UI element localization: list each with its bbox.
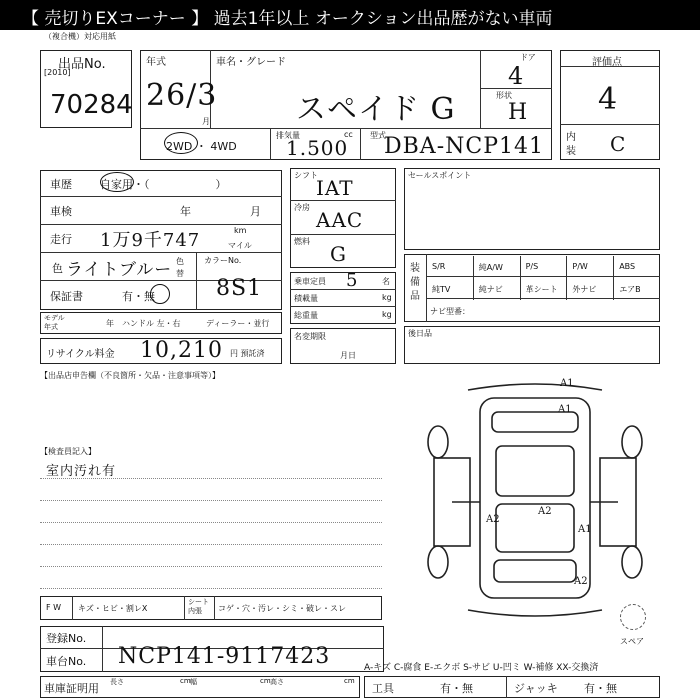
damage-mark-1: A1 xyxy=(560,378,574,389)
declaration-label: 【出品店申告欄（不良箇所・欠品・注意事項等）】 xyxy=(40,371,220,380)
color-sub-1: 色 xyxy=(176,257,184,266)
mileage-value: 1万9千747 xyxy=(100,230,201,251)
score-label: 評価点 xyxy=(592,57,622,68)
auction-banner xyxy=(0,0,700,30)
damage-mark-3: A2 xyxy=(538,506,552,517)
model-year-unit: 年 xyxy=(106,319,114,328)
fuel-value: G xyxy=(330,242,347,266)
model-label-1: モデル xyxy=(44,314,65,322)
navi-model-label: ナビ型番： xyxy=(430,307,470,316)
name-change-label: 名変期限 xyxy=(294,332,326,341)
inspection-month-unit: 月 xyxy=(250,205,261,218)
shift-value: IAT xyxy=(316,176,354,200)
inspector-note: 室内汚れ有 xyxy=(46,464,117,479)
drive-2wd-circle xyxy=(164,132,198,154)
damage-mark-4: A1 xyxy=(578,524,592,535)
displacement-value: 1.500 xyxy=(286,136,349,160)
name-change-unit: 月日 xyxy=(340,351,356,360)
mileage-unit-km: km xyxy=(234,226,247,235)
weight-label: 総重量 xyxy=(294,311,318,320)
equipment-item: P/S xyxy=(525,262,539,271)
fw-label: F W xyxy=(46,603,62,612)
multi-note: （複合機）対応用紙 xyxy=(44,32,116,41)
shape-value: H xyxy=(508,100,529,125)
damage-mark-2: A2 xyxy=(486,514,500,525)
displacement-unit: cc xyxy=(344,130,353,139)
car-label: 車名・グレード xyxy=(216,57,286,68)
capacity-unit: 名 xyxy=(382,277,390,286)
aircon-label: 冷房 xyxy=(294,203,310,212)
tools-label: 工具 xyxy=(372,682,394,695)
aircon-value: AAC xyxy=(316,208,364,232)
equipment-item: P/W xyxy=(572,262,588,271)
recycle-value: 10,210 xyxy=(140,338,223,363)
warranty-none-circle xyxy=(150,284,170,304)
inspection-year-unit: 年 xyxy=(180,205,191,218)
jack-value: 有・無 xyxy=(584,682,617,695)
model-type-value: DBA-NCP141 xyxy=(384,134,545,159)
equipment-item: 純A/W xyxy=(478,263,503,272)
dealer-label: ディーラー・並行 xyxy=(206,319,270,328)
damage-mark-5: A1 xyxy=(558,404,572,415)
color-no-label: カラーNo. xyxy=(204,256,242,265)
registration-label: 登録No. xyxy=(46,632,87,645)
equipment-label: 装備品 xyxy=(410,263,420,302)
load-label: 積載量 xyxy=(294,294,318,303)
cert-cm-1: cm xyxy=(180,677,191,685)
private-use-circle xyxy=(100,172,134,192)
lot-year-tag: [2010] xyxy=(44,68,71,77)
car-name-grade: スペイド G xyxy=(296,92,456,127)
shift-label: シフト xyxy=(294,171,318,180)
tools-value: 有・無 xyxy=(440,682,473,695)
after-install-box xyxy=(404,326,660,364)
door-label: ドア xyxy=(520,53,536,62)
cert-cm-3: cm xyxy=(344,677,355,685)
color-value: ライトブルー xyxy=(66,260,173,280)
equipment-item: 革シート xyxy=(525,285,558,294)
door-value: 4 xyxy=(508,62,525,90)
fw-sheet: シート 内張 xyxy=(188,598,209,615)
color-no-value: 8S1 xyxy=(216,276,263,301)
year-month-unit: 月 xyxy=(202,117,210,126)
interior-label-1: 内 xyxy=(566,132,576,143)
cert-length: 長さ xyxy=(110,678,124,686)
warranty-value: 有・無 xyxy=(122,290,155,303)
damage-legend: A-キズ C-腐食 E-エクボ S-サビ U-凹ミ W-補修 XX-交換済 xyxy=(364,663,599,673)
cert-width: 幅 xyxy=(190,678,197,686)
equipment-item: S/R xyxy=(432,262,446,271)
history-label: 車歴 xyxy=(50,178,72,191)
banner-text: 【 売切りEXコーナー 】 過去1年以上 オークション出品歴がない車両 xyxy=(22,9,553,29)
warranty-label: 保証書 xyxy=(50,290,83,303)
weight-unit: kg xyxy=(382,310,392,319)
chassis-label: 車台No. xyxy=(46,655,87,668)
history-value: 自家用・（ ） xyxy=(100,178,227,191)
cert-cm-2: cm xyxy=(260,677,271,685)
drive-options: 2WD ・ 4WD xyxy=(166,140,237,153)
displacement-label: 排気量 xyxy=(276,131,300,140)
handle-label: ハンドル 左・右 xyxy=(122,319,181,328)
equipment-item: 純TV xyxy=(432,285,451,294)
interior-value: C xyxy=(610,132,627,156)
color-sub-2: 替 xyxy=(176,269,184,278)
model-label-2: 年式 xyxy=(44,323,58,331)
color-label: 色 xyxy=(52,262,63,275)
lot-number: 70284 xyxy=(50,90,133,120)
fuel-label: 燃料 xyxy=(294,237,310,246)
recycle-unit: 円 預託済 xyxy=(230,349,265,358)
inspection-label: 車検 xyxy=(50,205,72,218)
mileage-label: 走行 xyxy=(50,233,72,246)
recycle-label: リサイクル料金 xyxy=(46,349,115,360)
equipment-item: 純ナビ xyxy=(478,285,503,294)
model-type-label: 型式 xyxy=(370,131,386,140)
equipment-item: 外ナビ xyxy=(572,285,597,294)
year-value: 26/3 xyxy=(146,78,218,113)
lot-label: 出品No. xyxy=(58,57,106,72)
fw-items: キズ・ヒビ・割レX xyxy=(78,604,148,613)
chassis-value: NCP141-9117423 xyxy=(118,644,331,669)
equipment-item: ABS xyxy=(619,262,636,271)
after-install-label: 後日品 xyxy=(408,329,432,338)
inspector-label: 【検査員記入】 xyxy=(40,447,96,456)
capacity-value: 5 xyxy=(346,270,359,291)
capacity-label: 乗車定員 xyxy=(294,277,326,286)
mileage-unit-mile: マイル xyxy=(228,241,252,250)
damage-mark-6: A2 xyxy=(574,576,588,587)
fw-items-2: コゲ・穴・汚レ・シミ・破レ・スレ xyxy=(218,604,346,613)
spare-label: スペア xyxy=(620,637,644,646)
year-label: 年式 xyxy=(146,57,166,68)
equipment-item: エアB xyxy=(619,285,641,294)
cert-label: 車庫証明用 xyxy=(44,682,99,695)
cert-height: 高さ xyxy=(270,678,284,686)
shape-label: 形状 xyxy=(496,91,512,100)
load-unit: kg xyxy=(382,293,392,302)
car-damage-diagram xyxy=(408,372,660,624)
jack-label: ジャッキ xyxy=(514,682,558,695)
score-value: 4 xyxy=(598,82,619,117)
sales-point-label: セールスポイント xyxy=(408,171,472,180)
interior-label-2: 装 xyxy=(566,146,576,157)
